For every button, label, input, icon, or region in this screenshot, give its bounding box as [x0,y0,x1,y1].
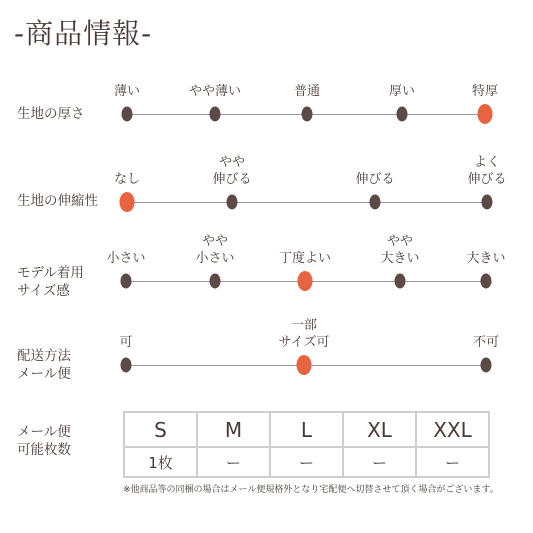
stretch-marker [370,195,381,210]
stretch-marker [482,195,493,210]
fit-marker [481,274,492,289]
thickness-marker [122,107,133,122]
size-cell: L [270,412,343,447]
shipping-option-label: 一部 サイズ可 [278,318,330,350]
fit-option-label: やや 大きい [380,234,420,266]
thickness-option-label: 厚い [388,84,416,99]
size-cell: XL [343,412,416,447]
fit-option-label: やや 小さい [195,234,235,266]
size-header-row [124,412,489,447]
stretch-track [127,202,485,203]
count-cell: ー [197,447,270,477]
shipping-note: ※他商品等の同梱の場合はメール便規格外となり宅配便へ切替させて頂く場合がございます。 [123,485,499,495]
size-cell: M [197,412,270,447]
fit-option-label: 小さい [106,251,146,266]
thickness-marker [397,107,408,122]
size-cell: XXL [416,412,489,447]
fit-marker [395,274,406,289]
fit-option-label: 大きい [466,251,506,266]
thickness-option-label: 薄い [113,84,141,99]
shipping-option-label: 可 [119,335,133,350]
fit-option-label: 丁度よい [278,251,332,266]
fit-selected-marker [298,271,313,291]
shipping-label: 配送方法 メール便 [17,348,71,382]
mail-count-table [123,411,490,478]
shipping-selected-marker [297,355,312,375]
thickness-label: 生地の厚さ [17,106,85,122]
thickness-selected-marker [478,104,493,124]
stretch-marker [227,195,238,210]
size-cell: S [124,412,197,447]
mail-count-label: メール便 可能枚数 [17,424,71,458]
thickness-marker [302,107,313,122]
fit-marker [121,274,132,289]
page-title: -商品情報- [14,17,153,50]
shipping-option-label: 不可 [472,335,500,350]
thickness-option-label: 特厚 [471,84,499,99]
thickness-marker [210,107,221,122]
count-cell: ー [343,447,416,477]
shipping-marker [481,358,492,373]
stretch-option-label: よく 伸びる [467,155,507,187]
stretch-option-label: 伸びる [355,172,395,187]
count-cell: ー [416,447,489,477]
fit-marker [210,274,221,289]
stretch-option-label: やや 伸びる [212,155,252,187]
stretch-label: 生地の伸縮性 [17,193,98,209]
count-cell: ー [270,447,343,477]
count-row [124,447,489,477]
stretch-selected-marker [120,192,135,212]
shipping-marker [121,358,132,373]
stretch-option-label: なし [113,172,141,187]
thickness-option-label: 普通 [293,84,321,99]
fit-label: モデル着用 サイズ感 [17,265,84,299]
count-cell: 1枚 [124,447,197,477]
thickness-option-label: やや薄い [188,84,242,99]
